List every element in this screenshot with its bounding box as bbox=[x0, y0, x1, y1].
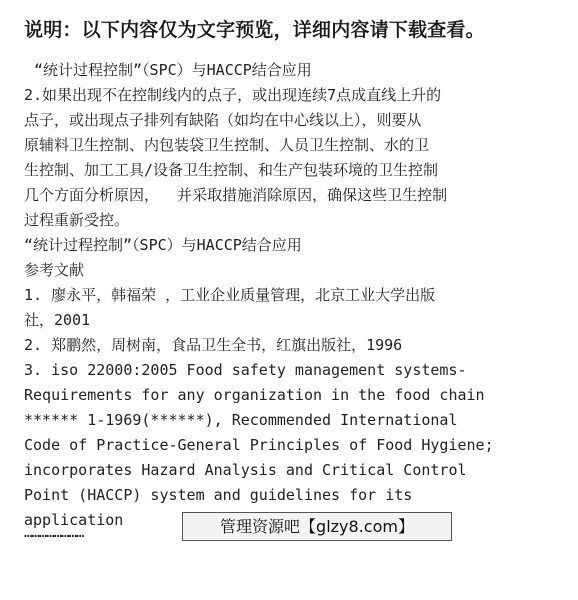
reference-item: Point (HACCP) system and guidelines for its bbox=[24, 486, 413, 504]
text-line: “统计过程控制”（SPC）与HACCP结合应用 bbox=[34, 61, 312, 79]
reference-item: application bbox=[24, 511, 124, 529]
reference-item: 2. 郑鹏然，周树南，食品卫生全书，红旗出版社，1996 bbox=[24, 336, 403, 354]
reference-item: incorporates Hazard Analysis and Critical Control bbox=[24, 461, 467, 479]
text-line: 原辅料卫生控制、内包装袋卫生控制、人员卫生控制、水的卫 bbox=[24, 136, 430, 154]
text-line: 点子，或出现点子排列有缺陷（如均在中心线以上），则要从 bbox=[24, 111, 422, 129]
text-line: 几个方面分析原因， 并采取措施消除原因，确保这些卫生控制 bbox=[24, 186, 448, 204]
text-line: 过程重新受控。 bbox=[24, 211, 130, 229]
text-line: 2.如果出现不在控制线内的点子，或出现连续7点成直线上升的 bbox=[24, 86, 442, 104]
ellipsis-dots: …………………… bbox=[24, 525, 84, 541]
reference-item: 3. iso 22000:2005 Food safety management systems- bbox=[24, 361, 467, 379]
reference-item: 社，2001 bbox=[24, 311, 91, 329]
preview-notice: 说明：以下内容仅为文字预览，详细内容请下载查看。 bbox=[24, 19, 485, 41]
text-line: “统计过程控制”（SPC）与HACCP结合应用 bbox=[24, 236, 302, 254]
reference-item: 1. 廖永平，韩福荣 ，工业企业质量管理，北京工业大学出版 bbox=[24, 286, 436, 304]
references-heading: 参考文献 bbox=[24, 261, 85, 279]
text-line: 生控制、加工工具/设备卫生控制、和生产包装环境的卫生控制 bbox=[24, 161, 439, 179]
document-body bbox=[24, 58, 554, 533]
site-banner-link[interactable]: 管理资源吧【glzy8.com】 bbox=[182, 512, 452, 541]
reference-item: Requirements for any organization in the food chain bbox=[24, 386, 485, 404]
reference-item: Code of Practice-General Principles of Food Hygiene; bbox=[24, 436, 494, 454]
reference-item: ****** 1-1969(******), Recommended International bbox=[24, 411, 458, 429]
